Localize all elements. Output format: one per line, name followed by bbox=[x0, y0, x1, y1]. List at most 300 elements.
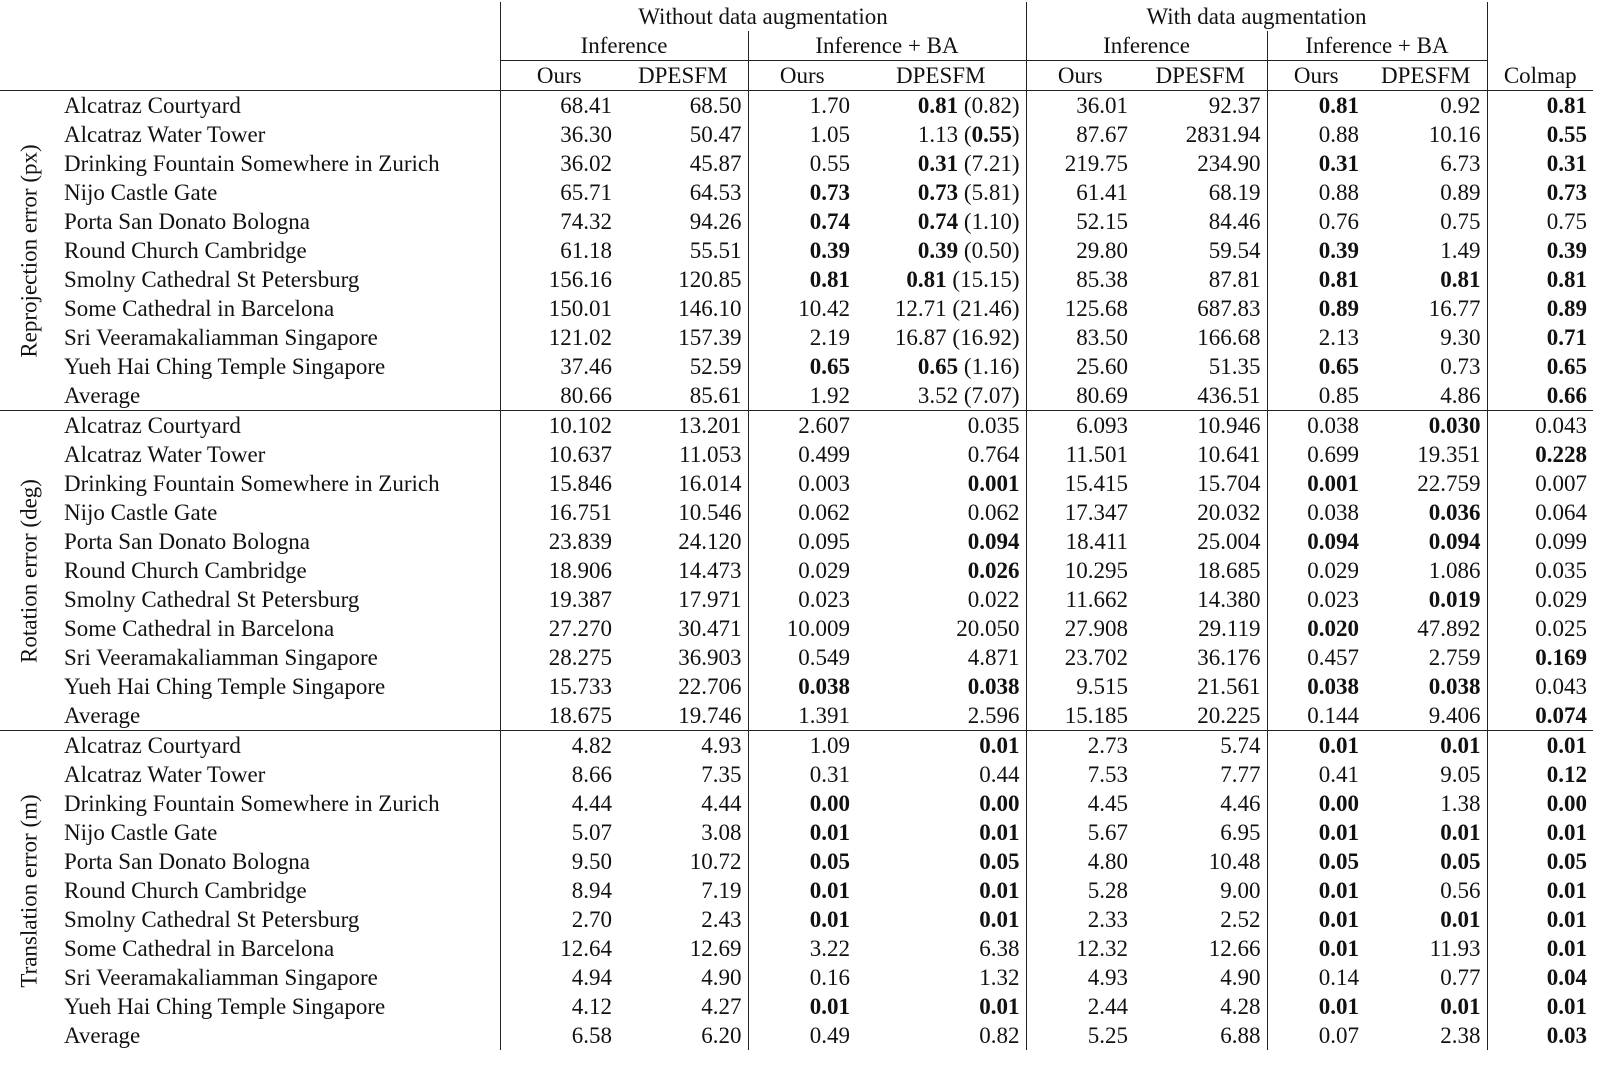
value-cell bbox=[748, 265, 856, 294]
value-cell bbox=[1487, 760, 1593, 789]
cell-value: 23.702 bbox=[1064, 645, 1128, 670]
cell-value: 9.406 bbox=[1428, 703, 1481, 728]
cell-value: 36.30 bbox=[560, 122, 612, 147]
value-cell bbox=[1134, 818, 1267, 847]
value-cell bbox=[1267, 818, 1365, 847]
value-cell bbox=[856, 556, 1026, 585]
table-row bbox=[0, 672, 1593, 701]
cell-value: 8.94 bbox=[571, 878, 612, 903]
table-body bbox=[0, 91, 1593, 1051]
cell-value: 0.81 bbox=[906, 267, 947, 292]
cell-value: 0.75 bbox=[1440, 209, 1481, 234]
cell-value: 21.561 bbox=[1197, 674, 1261, 699]
cell-value: 6.093 bbox=[1076, 413, 1128, 438]
cell-value: 0.074 bbox=[1535, 703, 1587, 728]
value-cell bbox=[500, 149, 618, 178]
cell-value: 0.05 bbox=[1546, 849, 1587, 874]
value-cell bbox=[1365, 498, 1487, 527]
value-cell bbox=[618, 294, 748, 323]
cell-value: 0.75 bbox=[1546, 209, 1587, 234]
cell-value: 2.73 bbox=[1087, 733, 1128, 758]
cell-value: 7.35 bbox=[701, 762, 742, 787]
scene-name: Drinking Fountain Somewhere in Zurich bbox=[64, 791, 440, 816]
value-cell bbox=[500, 440, 618, 469]
value-cell bbox=[1487, 672, 1593, 701]
method-header-dpesfm: DPESFM bbox=[638, 63, 728, 88]
cell-value: 9.50 bbox=[571, 849, 612, 874]
value-cell bbox=[1365, 614, 1487, 643]
table-row bbox=[0, 91, 1593, 121]
cell-value: 0.39 bbox=[1546, 238, 1587, 263]
value-cell bbox=[1267, 149, 1365, 178]
cell-value: 0.73 bbox=[917, 180, 959, 205]
table-row bbox=[0, 789, 1593, 818]
value-cell bbox=[618, 469, 748, 498]
cell-value: 0.025 bbox=[1535, 616, 1587, 641]
value-cell bbox=[856, 207, 1026, 236]
cell-value: 1.05 bbox=[809, 122, 850, 147]
value-cell bbox=[1026, 207, 1134, 236]
cell-value: 0.71 bbox=[1546, 325, 1587, 350]
cell-value: 52.59 bbox=[689, 354, 742, 379]
cell-value: 92.37 bbox=[1208, 93, 1261, 118]
method-header-dpesfm: DPESFM bbox=[896, 63, 986, 88]
value-cell bbox=[1267, 643, 1365, 672]
cell-value: 4.12 bbox=[571, 994, 612, 1019]
cell-value: 12.69 bbox=[689, 936, 742, 961]
value-cell bbox=[856, 178, 1026, 207]
value-cell bbox=[1365, 411, 1487, 441]
value-cell bbox=[1134, 614, 1267, 643]
cell-value: 0.31 bbox=[917, 151, 959, 176]
cell-value: 0.01 bbox=[1546, 907, 1587, 932]
value-cell bbox=[618, 760, 748, 789]
cell-value: 4.82 bbox=[571, 733, 612, 758]
cell-value: 84.46 bbox=[1208, 209, 1261, 234]
value-cell bbox=[748, 643, 856, 672]
value-cell bbox=[1026, 469, 1134, 498]
value-cell bbox=[856, 498, 1026, 527]
cell-value: 219.75 bbox=[1064, 151, 1128, 176]
value-cell bbox=[500, 352, 618, 381]
cell-value: 7.19 bbox=[701, 878, 742, 903]
value-cell bbox=[856, 469, 1026, 498]
cell-value: 4.93 bbox=[701, 733, 742, 758]
value-cell bbox=[1487, 643, 1593, 672]
cell-value: 83.50 bbox=[1076, 325, 1128, 350]
cell-value: 10.295 bbox=[1064, 558, 1128, 583]
cell-value: 20.032 bbox=[1197, 500, 1261, 525]
table-row bbox=[0, 294, 1593, 323]
cell-value: 0.549 bbox=[798, 645, 850, 670]
cell-value: 0.88 bbox=[1318, 180, 1359, 205]
cell-value: 0.00 bbox=[979, 791, 1020, 816]
value-cell bbox=[1134, 498, 1267, 527]
value-cell bbox=[1134, 905, 1267, 934]
cell-value: 36.02 bbox=[560, 151, 612, 176]
section-label-cell bbox=[0, 91, 58, 411]
value-cell bbox=[856, 323, 1026, 352]
cell-value: 4.45 bbox=[1087, 791, 1128, 816]
value-cell bbox=[1026, 323, 1134, 352]
table-row bbox=[0, 411, 1593, 441]
value-cell bbox=[1487, 556, 1593, 585]
cell-value: 10.009 bbox=[786, 616, 850, 641]
cell-value: 19.387 bbox=[548, 587, 612, 612]
method-header-ours: Ours bbox=[1026, 61, 1134, 91]
value-cell bbox=[1026, 1021, 1134, 1050]
cell-value: 50.47 bbox=[689, 122, 742, 147]
cell-value: 1.09 bbox=[809, 733, 850, 758]
cell-value: 0.01 bbox=[809, 820, 850, 845]
scene-name: Yueh Hai Ching Temple Singapore bbox=[64, 994, 386, 1019]
cell-value: 0.035 bbox=[967, 413, 1020, 438]
cell-value: 0.82 bbox=[979, 1023, 1020, 1048]
value-cell bbox=[1365, 265, 1487, 294]
value-cell bbox=[618, 643, 748, 672]
cell-value: 17.347 bbox=[1064, 500, 1128, 525]
cell-value: 9.05 bbox=[1440, 762, 1481, 787]
cell-value: 1.391 bbox=[798, 703, 850, 728]
value-cell bbox=[1267, 963, 1365, 992]
cell-value: 0.01 bbox=[1440, 733, 1481, 758]
value-cell bbox=[1134, 760, 1267, 789]
table-row bbox=[0, 1021, 1593, 1050]
cell-value: 0.65 bbox=[1318, 354, 1359, 379]
cell-value: 0.00 bbox=[809, 791, 850, 816]
scene-name: Smolny Cathedral St Petersburg bbox=[64, 267, 360, 292]
value-cell bbox=[1487, 876, 1593, 905]
cell-value: 687.83 bbox=[1197, 296, 1261, 321]
cell-value: 0.01 bbox=[1546, 936, 1587, 961]
value-cell bbox=[1365, 585, 1487, 614]
cell-value: 2.43 bbox=[701, 907, 742, 932]
cell-value: 3.08 bbox=[701, 820, 742, 845]
scene-name: Porta San Donato Bologna bbox=[64, 529, 310, 554]
cell-value: 45.87 bbox=[689, 151, 742, 176]
value-cell bbox=[1487, 294, 1593, 323]
table-row bbox=[0, 352, 1593, 381]
cell-value: 0.01 bbox=[979, 878, 1020, 903]
cell-value: 0.74 bbox=[917, 209, 959, 234]
value-cell bbox=[1487, 440, 1593, 469]
scene-name: Smolny Cathedral St Petersburg bbox=[64, 907, 360, 932]
cell-value: 19.351 bbox=[1417, 442, 1481, 467]
method-header-colmap: Colmap bbox=[1487, 61, 1593, 91]
cell-value: 25.60 bbox=[1076, 354, 1128, 379]
value-cell bbox=[1365, 556, 1487, 585]
method-header-dpesfm: DPESFM bbox=[1155, 63, 1245, 88]
table-row bbox=[0, 207, 1593, 236]
header-row-methods bbox=[0, 61, 1593, 91]
value-cell bbox=[500, 527, 618, 556]
value-cell bbox=[1026, 643, 1134, 672]
cell-value: 0.01 bbox=[979, 820, 1020, 845]
cell-value: 2.596 bbox=[967, 703, 1020, 728]
value-cell bbox=[1487, 1021, 1593, 1050]
value-cell bbox=[748, 527, 856, 556]
scene-name: Some Cathedral in Barcelona bbox=[64, 616, 335, 641]
table-row bbox=[0, 847, 1593, 876]
value-cell bbox=[1134, 1021, 1267, 1050]
value-cell bbox=[856, 789, 1026, 818]
scene-name: Sri Veeramakaliamman Singapore bbox=[64, 645, 378, 670]
cell-value: 0.65 bbox=[809, 354, 850, 379]
table-row bbox=[0, 905, 1593, 934]
cell-value: 5.07 bbox=[571, 820, 612, 845]
value-cell bbox=[1026, 120, 1134, 149]
cell-value: 0.31 bbox=[809, 762, 850, 787]
table-row bbox=[0, 992, 1593, 1021]
value-cell bbox=[856, 643, 1026, 672]
cell-value: 30.471 bbox=[678, 616, 742, 641]
value-cell bbox=[856, 701, 1026, 731]
cell-value: 4.90 bbox=[1220, 965, 1261, 990]
cell-value: 3.22 bbox=[809, 936, 850, 961]
cell-value: 0.457 bbox=[1307, 645, 1359, 670]
value-cell bbox=[1267, 440, 1365, 469]
cell-value: 17.971 bbox=[678, 587, 742, 612]
value-cell bbox=[500, 323, 618, 352]
cell-value: 0.038 bbox=[1428, 674, 1481, 699]
cell-value: 166.68 bbox=[1197, 325, 1261, 350]
cell-value: 0.41 bbox=[1318, 762, 1359, 787]
cell-value: 10.48 bbox=[1208, 849, 1261, 874]
value-cell bbox=[500, 643, 618, 672]
cell-value: 234.90 bbox=[1197, 151, 1261, 176]
cell-value: 0.062 bbox=[798, 500, 850, 525]
value-cell bbox=[1026, 556, 1134, 585]
value-cell bbox=[1487, 527, 1593, 556]
value-cell bbox=[748, 381, 856, 411]
value-cell bbox=[856, 294, 1026, 323]
cell-value: 18.906 bbox=[548, 558, 612, 583]
cell-value: 85.38 bbox=[1076, 267, 1128, 292]
table-row bbox=[0, 265, 1593, 294]
cell-value: 4.94 bbox=[571, 965, 612, 990]
cell-value: 18.685 bbox=[1197, 558, 1261, 583]
value-cell bbox=[1365, 934, 1487, 963]
subgroup-inference-noaug: Inference bbox=[500, 31, 748, 61]
cell-value: 85.61 bbox=[689, 383, 742, 408]
cell-value: 125.68 bbox=[1064, 296, 1128, 321]
cell-value: 13.201 bbox=[678, 413, 742, 438]
value-cell bbox=[1267, 701, 1365, 731]
value-cell bbox=[1487, 905, 1593, 934]
cell-value: 0.01 bbox=[979, 907, 1020, 932]
value-cell bbox=[1134, 643, 1267, 672]
value-cell bbox=[1487, 265, 1593, 294]
cell-value: 121.02 bbox=[548, 325, 612, 350]
value-cell bbox=[1365, 847, 1487, 876]
cell-value: 4.90 bbox=[701, 965, 742, 990]
value-cell bbox=[1365, 643, 1487, 672]
cell-value: 0.01 bbox=[809, 878, 850, 903]
value-cell bbox=[618, 847, 748, 876]
scene-name: Alcatraz Water Tower bbox=[64, 762, 266, 787]
value-cell bbox=[1487, 207, 1593, 236]
cell-value: 15.704 bbox=[1197, 471, 1261, 496]
value-cell bbox=[748, 1021, 856, 1050]
value-cell bbox=[1267, 91, 1365, 121]
value-cell bbox=[618, 789, 748, 818]
cell-value: 0.022 bbox=[967, 587, 1020, 612]
cell-value: 156.16 bbox=[548, 267, 612, 292]
value-cell bbox=[1026, 411, 1134, 441]
cell-value: 11.053 bbox=[679, 442, 742, 467]
cell-value: 6.58 bbox=[571, 1023, 612, 1048]
cell-value: 0.029 bbox=[798, 558, 850, 583]
cell-value: 64.53 bbox=[689, 180, 742, 205]
method-header-dpesfm: DPESFM bbox=[1381, 63, 1471, 88]
value-cell bbox=[500, 614, 618, 643]
cell-value: 4.86 bbox=[1440, 383, 1481, 408]
cell-value: 12.71 (21.46) bbox=[894, 296, 1020, 321]
cell-value: 22.706 bbox=[678, 674, 742, 699]
cell-value: 2.52 bbox=[1220, 907, 1261, 932]
value-cell bbox=[1267, 352, 1365, 381]
value-cell bbox=[856, 905, 1026, 934]
cell-value: 0.89 bbox=[1440, 180, 1481, 205]
cell-value: 436.51 bbox=[1197, 383, 1261, 408]
cell-value: 0.81 bbox=[809, 267, 850, 292]
value-cell bbox=[1267, 876, 1365, 905]
cell-value: 0.023 bbox=[798, 587, 850, 612]
cell-value: 0.81 bbox=[1440, 267, 1481, 292]
cell-value: 11.93 bbox=[1429, 936, 1481, 961]
value-cell bbox=[856, 818, 1026, 847]
cell-value: 0.001 bbox=[1307, 471, 1359, 496]
cell-value: 80.69 bbox=[1076, 383, 1128, 408]
value-cell bbox=[500, 847, 618, 876]
cell-value: 0.035 bbox=[1535, 558, 1587, 583]
value-cell bbox=[618, 905, 748, 934]
cell-value: 0.094 bbox=[1307, 529, 1359, 554]
cell-value: 0.01 bbox=[809, 994, 850, 1019]
table-row bbox=[0, 149, 1593, 178]
cell-value: 65.71 bbox=[560, 180, 612, 205]
cell-value: 6.73 bbox=[1440, 151, 1481, 176]
cell-value: 0.81 bbox=[1318, 93, 1359, 118]
value-cell bbox=[1134, 731, 1267, 761]
value-cell bbox=[1487, 323, 1593, 352]
cell-value: 36.903 bbox=[678, 645, 742, 670]
value-cell bbox=[1267, 614, 1365, 643]
value-cell bbox=[1365, 91, 1487, 121]
cell-value: 74.32 bbox=[560, 209, 612, 234]
cell-value: 0.01 bbox=[1318, 878, 1359, 903]
cell-value: 12.64 bbox=[560, 936, 612, 961]
value-cell bbox=[856, 876, 1026, 905]
cell-value: 0.01 bbox=[1318, 733, 1359, 758]
table-row bbox=[0, 614, 1593, 643]
cell-value: 0.036 bbox=[1428, 500, 1481, 525]
scene-name: Alcatraz Water Tower bbox=[64, 122, 266, 147]
value-cell bbox=[1487, 701, 1593, 731]
cell-value: 0.01 bbox=[1546, 820, 1587, 845]
scene-name: Nijo Castle Gate bbox=[64, 180, 218, 205]
value-cell bbox=[1134, 91, 1267, 121]
cell-value: 2.13 bbox=[1318, 325, 1359, 350]
value-cell bbox=[748, 91, 856, 121]
value-cell bbox=[1267, 731, 1365, 761]
cell-value: 0.01 bbox=[1546, 733, 1587, 758]
cell-value: 0.39 bbox=[809, 238, 850, 263]
value-cell bbox=[856, 934, 1026, 963]
value-cell bbox=[500, 469, 618, 498]
value-cell bbox=[618, 120, 748, 149]
cell-value: 0.01 bbox=[979, 733, 1020, 758]
value-cell bbox=[1365, 760, 1487, 789]
cell-value: 1.38 bbox=[1440, 791, 1481, 816]
cell-value: 0.01 bbox=[1546, 994, 1587, 1019]
cell-value: 0.699 bbox=[1307, 442, 1359, 467]
value-cell bbox=[748, 585, 856, 614]
value-cell bbox=[1267, 847, 1365, 876]
cell-value: 68.41 bbox=[560, 93, 612, 118]
results-table bbox=[0, 2, 1593, 1050]
cell-value: 0.00 bbox=[1546, 791, 1587, 816]
value-cell bbox=[1134, 381, 1267, 411]
value-cell bbox=[1365, 818, 1487, 847]
cell-value: 3.52 (7.07) bbox=[917, 383, 1020, 408]
table-row bbox=[0, 323, 1593, 352]
scene-name: Smolny Cathedral St Petersburg bbox=[64, 587, 360, 612]
value-cell bbox=[1267, 934, 1365, 963]
table-row bbox=[0, 527, 1593, 556]
value-cell bbox=[856, 440, 1026, 469]
value-cell bbox=[1026, 149, 1134, 178]
value-cell bbox=[1134, 323, 1267, 352]
cell-extra: (5.81) bbox=[963, 180, 1020, 205]
value-cell bbox=[1365, 672, 1487, 701]
value-cell bbox=[500, 178, 618, 207]
value-cell bbox=[1267, 498, 1365, 527]
cell-value: 55.51 bbox=[689, 238, 742, 263]
value-cell bbox=[856, 963, 1026, 992]
value-cell bbox=[1026, 585, 1134, 614]
scene-name: Round Church Cambridge bbox=[64, 878, 307, 903]
cell-value: 0.01 bbox=[1318, 994, 1359, 1019]
value-cell bbox=[1134, 847, 1267, 876]
value-cell bbox=[500, 294, 618, 323]
value-cell bbox=[856, 760, 1026, 789]
cell-value: 150.01 bbox=[548, 296, 612, 321]
value-cell bbox=[618, 672, 748, 701]
cell-value: 11.501 bbox=[1065, 442, 1128, 467]
group-without-augmentation: Without data augmentation bbox=[500, 2, 1026, 31]
scene-name: Some Cathedral in Barcelona bbox=[64, 936, 335, 961]
cell-value: 0.81 bbox=[1546, 93, 1587, 118]
value-cell bbox=[500, 556, 618, 585]
cell-value: 2.759 bbox=[1428, 645, 1481, 670]
value-cell bbox=[748, 934, 856, 963]
value-cell bbox=[1026, 294, 1134, 323]
value-cell bbox=[618, 701, 748, 731]
value-cell bbox=[1134, 207, 1267, 236]
value-cell bbox=[748, 789, 856, 818]
cell-value: 18.675 bbox=[548, 703, 612, 728]
value-cell bbox=[856, 236, 1026, 265]
value-cell bbox=[856, 352, 1026, 381]
value-cell bbox=[1267, 411, 1365, 441]
cell-value: 0.66 bbox=[1546, 383, 1587, 408]
cell-value: 0.39 bbox=[1318, 238, 1359, 263]
value-cell bbox=[500, 672, 618, 701]
cell-value: 0.56 bbox=[1440, 878, 1481, 903]
value-cell bbox=[500, 876, 618, 905]
value-cell bbox=[618, 381, 748, 411]
